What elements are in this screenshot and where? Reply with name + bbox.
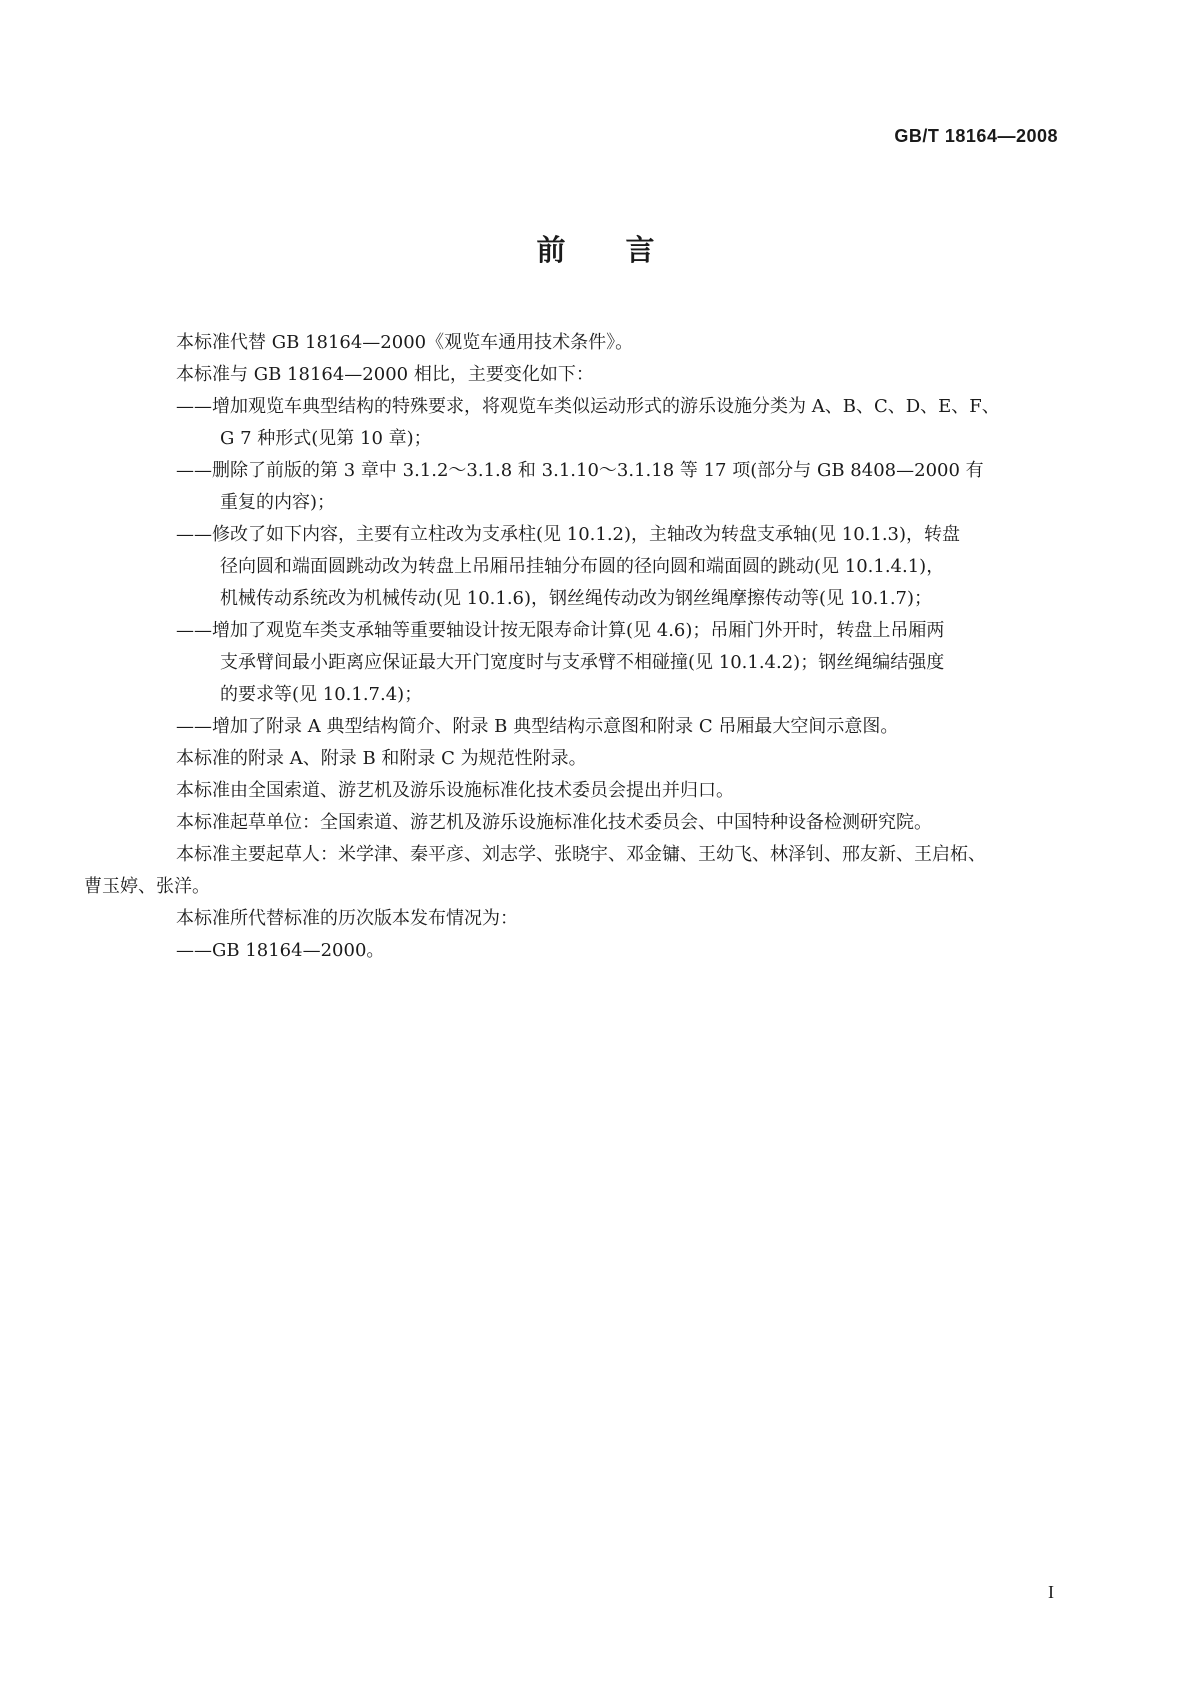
text-line: 径向圆和端面圆跳动改为转盘上吊厢吊挂轴分布圆的径向圆和端面圆的跳动(见 10.1.4.1)， <box>220 556 945 577</box>
text-line: ——删除了前版的第 3 章中 3.1.2～3.1.8 和 3.1.10～3.1.18 等 17 项(部分与 GB 8408—2000 有 <box>176 460 984 481</box>
paragraph-drafters <box>84 839 1060 903</box>
change-item <box>130 455 1060 519</box>
text-line: 重复的内容)； <box>220 492 336 513</box>
text-line: 本标准起草单位：全国索道、游艺机及游乐设施标准化技术委员会、中国特种设备检测研究院。 <box>176 812 932 833</box>
text-line: 本标准的附录 A、附录 B 和附录 C 为规范性附录。 <box>176 748 587 769</box>
page-number: I <box>1048 1582 1054 1602</box>
text-line: ——GB 18164—2000。 <box>176 940 385 961</box>
text-line: 曹玉婷、张洋。 <box>84 876 210 897</box>
text-line: 的要求等(见 10.1.7.4)； <box>220 684 423 705</box>
foreword-body <box>84 327 1060 967</box>
paragraph-history-intro <box>130 903 1060 935</box>
page-title: 前言 <box>536 233 715 267</box>
text-line: 本标准与 GB 18164—2000 相比，主要变化如下： <box>176 364 594 385</box>
paragraph-changes-intro <box>130 359 1060 391</box>
text-line: 机械传动系统改为机械传动(见 10.1.6)，钢丝绳传动改为钢丝绳摩擦传动等(见 10.1.7)； <box>220 588 933 609</box>
text-line: ——增加观览车典型结构的特殊要求，将观览车类似运动形式的游乐设施分类为 A、B、C、D、E、F、 <box>176 396 1000 417</box>
paragraph-replaces <box>130 327 1060 359</box>
change-item <box>130 615 1060 711</box>
paragraph-drafting-units <box>130 807 1060 839</box>
text-line: 本标准主要起草人：米学津、秦平彦、刘志学、张晓宇、邓金镛、王幼飞、林泽钊、邢友新、王启柘、 <box>176 844 986 865</box>
text-line: 本标准代替 GB 18164—2000《观览车通用技术条件》。 <box>176 332 634 353</box>
change-item <box>130 711 1060 743</box>
standard-code: GB/T 18164—2008 <box>894 126 1058 146</box>
text-line: 本标准由全国索道、游艺机及游乐设施标准化技术委员会提出并归口。 <box>176 780 734 801</box>
change-item <box>130 519 1060 615</box>
change-item <box>130 391 1060 455</box>
history-item <box>130 935 1060 967</box>
paragraph-proposer <box>130 775 1060 807</box>
text-line: G 7 种形式(见第 10 章)； <box>220 428 432 449</box>
text-line: ——增加了附录 A 典型结构简介、附录 B 典型结构示意图和附录 C 吊厢最大空间示意图。 <box>176 716 899 737</box>
text-line: ——增加了观览车类支承轴等重要轴设计按无限寿命计算(见 4.6)；吊厢门外开时，转盘上吊厢两 <box>176 620 945 641</box>
text-line: 本标准所代替标准的历次版本发布情况为： <box>176 908 518 929</box>
text-line: ——修改了如下内容，主要有立柱改为支承柱(见 10.1.2)，主轴改为转盘支承轴(见 10.1.3)，转盘 <box>176 524 961 545</box>
paragraph-annexes <box>130 743 1060 775</box>
text-line: 支承臂间最小距离应保证最大开门宽度时与支承臂不相碰撞(见 10.1.4.2)；钢丝绳编结强度 <box>220 652 945 673</box>
